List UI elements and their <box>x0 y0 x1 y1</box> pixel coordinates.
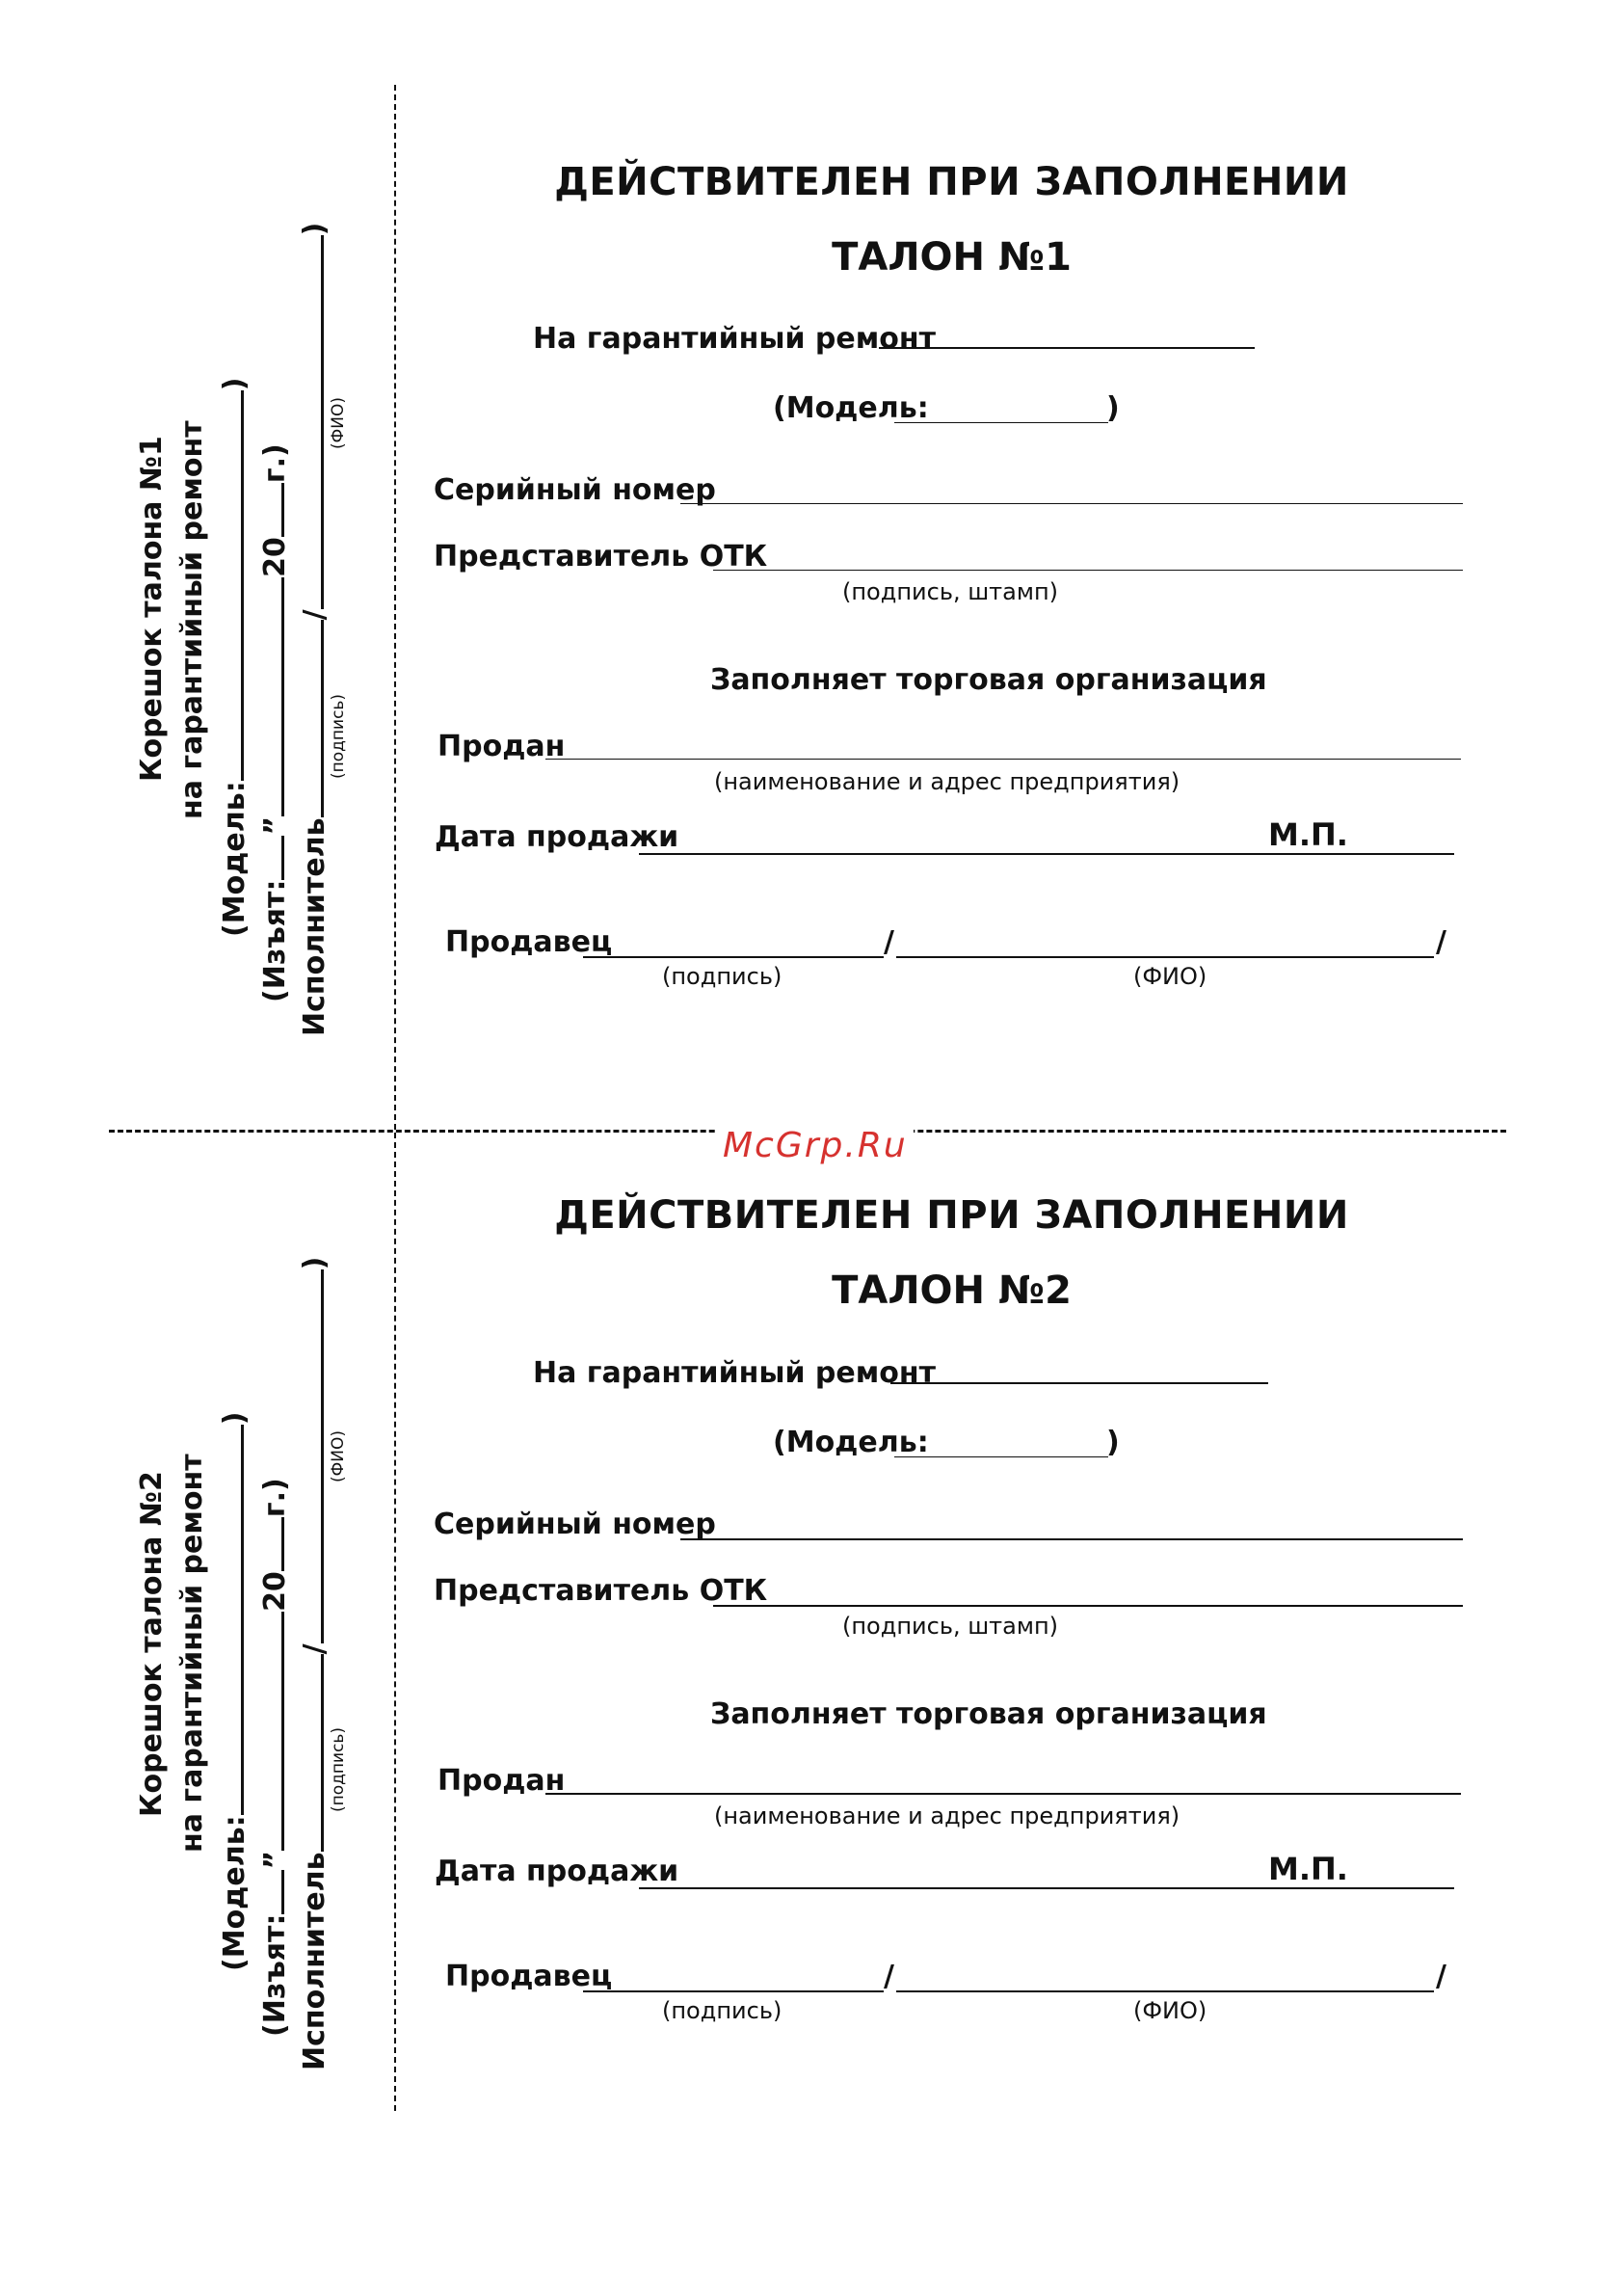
stub-seized-suffix: г.) <box>258 1478 292 1518</box>
stub-seized-line <box>255 1478 292 2037</box>
stamp-label: М.П. <box>1268 1851 1348 1887</box>
sold-label: Продан <box>438 1764 566 1798</box>
sale-date-label: Дата продажи <box>435 1855 679 1888</box>
stub-line-1: Корешок талона №1 <box>135 436 169 782</box>
stub-caption-sign: (подпись) <box>329 1726 348 1812</box>
sold-caption: (наименование и адрес предприятия) <box>714 1802 1180 1829</box>
serial-label: Серийный номер <box>434 473 716 507</box>
stub-seized-quote: ” <box>258 815 292 836</box>
stub-caption-name: (ФИО) <box>329 397 348 449</box>
stub-executor-label: Исполнитель <box>298 817 332 1036</box>
stub-seized-day-field[interactable] <box>255 1870 284 1914</box>
stub-executor-label: Исполнитель <box>298 1852 332 2070</box>
otk-caption: (подпись, штамп) <box>842 1613 1059 1640</box>
sold-field[interactable] <box>545 1793 1461 1795</box>
seller-name-field[interactable] <box>896 1990 1434 1992</box>
stub-model-field[interactable] <box>215 1425 244 1815</box>
seller-name-caption: (ФИО) <box>1133 1997 1207 2024</box>
stub-seized-line <box>255 443 292 1002</box>
seller-slash-2: / <box>1436 925 1446 959</box>
seller-sign-field[interactable] <box>583 956 884 958</box>
repair-field[interactable] <box>890 1382 1268 1384</box>
stub-seized-year-field[interactable] <box>255 1517 284 1571</box>
stub-line-2: на гарантийный ремонт <box>175 420 209 819</box>
model-open: (Модель: <box>773 391 929 425</box>
coupon-header: ДЕЙСТВИТЕЛЕН ПРИ ЗАПОЛНЕНИИ <box>554 1193 1349 1238</box>
sale-date-field[interactable] <box>639 853 1454 855</box>
stub-model-close: ) <box>218 377 252 391</box>
seller-sign-field[interactable] <box>583 1990 884 1992</box>
seller-sign-caption: (подпись) <box>662 963 782 990</box>
stub-caption-name: (ФИО) <box>329 1430 348 1482</box>
serial-field[interactable] <box>680 503 1463 504</box>
seller-slash-1: / <box>884 1960 894 1993</box>
seller-name-field[interactable] <box>896 956 1434 958</box>
serial-field[interactable] <box>680 1538 1463 1540</box>
seller-label: Продавец <box>445 925 613 959</box>
stub-executor-line <box>295 223 332 1036</box>
seller-slash-1: / <box>884 925 894 959</box>
repair-field[interactable] <box>879 347 1255 349</box>
stub-line-2: на гарантийный ремонт <box>175 1454 209 1853</box>
otk-caption: (подпись, штамп) <box>842 578 1059 605</box>
repair-label: На гарантийный ремонт <box>533 322 936 356</box>
seller-sign-caption: (подпись) <box>662 1997 782 2024</box>
model-field[interactable] <box>894 422 1108 423</box>
stub-model-label: (Модель: <box>218 781 252 937</box>
seller-name-caption: (ФИО) <box>1133 963 1207 990</box>
stub-seized-year: 20 <box>258 537 292 577</box>
stub-executor-name-field[interactable] <box>295 235 324 609</box>
sale-date-label: Дата продажи <box>435 820 679 854</box>
stub-seized-year: 20 <box>258 1571 292 1612</box>
repair-label: На гарантийный ремонт <box>533 1356 936 1390</box>
coupon-header: ДЕЙСТВИТЕЛЕН ПРИ ЗАПОЛНЕНИИ <box>554 160 1349 204</box>
stub-executor-line <box>295 1257 332 2070</box>
otk-label: Представитель ОТК <box>434 1574 768 1608</box>
model-close: ) <box>1106 391 1120 425</box>
stub-model-line <box>215 378 252 937</box>
stub-executor-close: ) <box>298 1256 332 1270</box>
sold-label: Продан <box>438 730 566 763</box>
stub-executor-name-field[interactable] <box>295 1269 324 1643</box>
sale-date-field[interactable] <box>639 1887 1454 1889</box>
stub-seized-label: (Изъят: <box>258 879 292 1002</box>
otk-label: Представитель ОТК <box>434 540 768 574</box>
stub-line-1: Корешок талона №2 <box>135 1471 169 1817</box>
coupon-title: ТАЛОН №1 <box>832 235 1072 280</box>
stub-seized-quote: ” <box>258 1850 292 1870</box>
model-close: ) <box>1106 1426 1120 1459</box>
stub-executor-slash: / <box>298 1643 332 1655</box>
watermark: McGrp.Ru <box>717 1126 914 1165</box>
stub-executor-close: ) <box>298 222 332 236</box>
otk-field[interactable] <box>713 1605 1463 1607</box>
serial-label: Серийный номер <box>434 1508 716 1541</box>
sold-field[interactable] <box>545 759 1461 760</box>
stub-model-close: ) <box>218 1411 252 1426</box>
stub-executor-sign-field[interactable] <box>295 1654 324 1852</box>
stub-seized-suffix: г.) <box>258 443 292 484</box>
stub-caption-sign: (подпись) <box>329 693 348 779</box>
stub-executor-sign-field[interactable] <box>295 620 324 817</box>
sold-caption: (наименование и адрес предприятия) <box>714 768 1180 795</box>
stub-model-field[interactable] <box>215 390 244 781</box>
seller-slash-2: / <box>1436 1960 1446 1993</box>
coupon-title: ТАЛОН №2 <box>832 1268 1072 1313</box>
stub-model-line <box>215 1412 252 1971</box>
model-open: (Модель: <box>773 1426 929 1459</box>
stub-seized-day-field[interactable] <box>255 836 284 880</box>
model-field[interactable] <box>894 1456 1108 1457</box>
stub-seized-month-field[interactable] <box>255 1612 284 1851</box>
seller-label: Продавец <box>445 1960 613 1993</box>
stub-seized-month-field[interactable] <box>255 577 284 816</box>
trade-heading: Заполняет торговая организация <box>710 663 1267 697</box>
trade-heading: Заполняет торговая организация <box>710 1697 1267 1731</box>
stub-executor-slash: / <box>298 609 332 621</box>
stamp-label: М.П. <box>1268 816 1348 853</box>
otk-field[interactable] <box>713 570 1463 571</box>
stub-model-label: (Модель: <box>218 1815 252 1971</box>
stub-seized-label: (Изъят: <box>258 1913 292 2037</box>
stub-seized-year-field[interactable] <box>255 483 284 537</box>
